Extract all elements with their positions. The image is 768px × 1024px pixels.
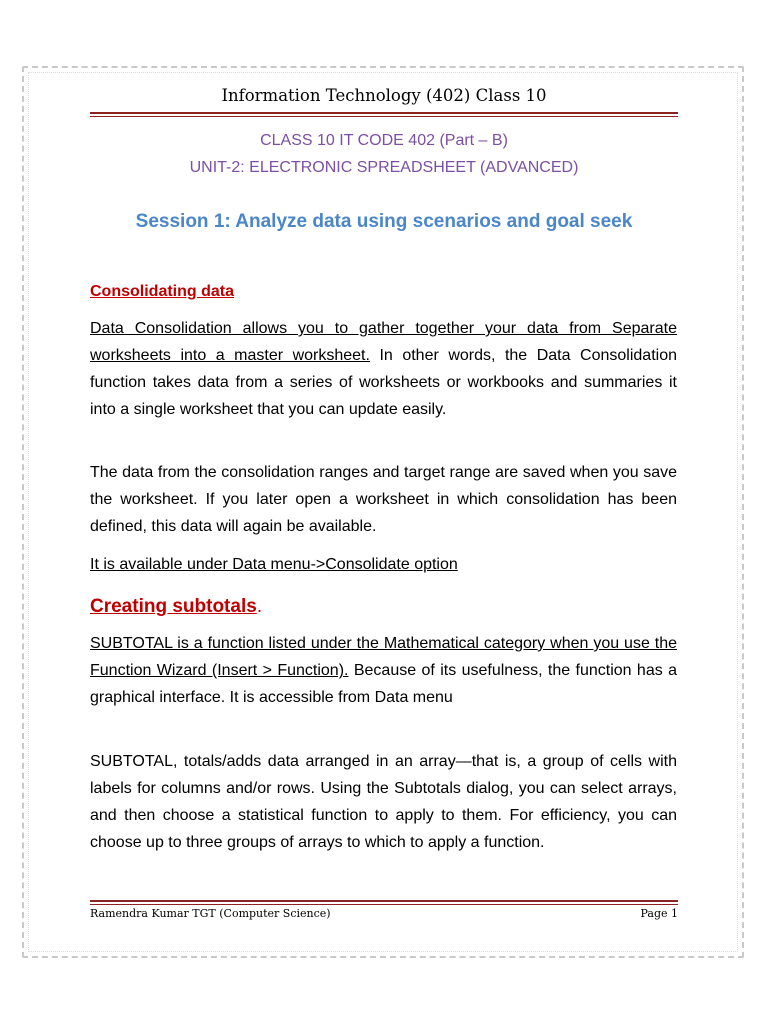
subtotal-usage-text: SUBTOTAL, totals/adds data arranged in an array—that is, a group of cells with labels for columns and/or rows. Using the Subtotals dialog, you can select arrays, and then choose a statistical function to apply to them. For efficiency, you can choose up to three groups of arrays to which to apply a function. — [90, 753, 677, 851]
session-title: Session 1: Analyze data using scenarios and goal seek — [135, 211, 633, 232]
consolidating-heading: Consolidating data — [90, 283, 234, 300]
consolidating-paragraph-3 — [90, 551, 677, 578]
subtotals-heading-period: . — [256, 596, 263, 617]
consolidation-explanation: In other words, the Data Consolidation function takes data from a series of worksheets or workbooks and summaries it into a single worksheet that you can update easily. — [90, 347, 677, 418]
header-title: Information Technology (402) Class 10 — [221, 86, 547, 105]
subtotals-heading-block — [90, 591, 677, 623]
unit-title-line: UNIT-2: ELECTRONIC SPREADSHEET (ADVANCED) — [189, 159, 579, 176]
consolidate-menu-location: It is available under Data menu->Consolidate option — [90, 556, 458, 573]
class-code-line: CLASS 10 IT CODE 402 (Part – B) — [260, 132, 508, 149]
subtotals-heading: Creating subtotals — [90, 596, 257, 617]
consolidating-paragraph-2 — [90, 459, 677, 540]
footer-author: Ramendra Kumar TGT (Computer Science) — [90, 907, 331, 920]
subtotal-definition: SUBTOTAL is a function listed under the Mathematical category when you use the Function Wizard (Insert > Function). — [90, 635, 677, 679]
footer-rule — [90, 900, 678, 902]
header-rule-thin — [90, 116, 678, 117]
subtotals-paragraph-1 — [90, 630, 677, 711]
subtotals-paragraph-2 — [90, 748, 677, 856]
subtotal-accessibility: Because of its usefulness, the function has a graphical interface. It is accessible from Data menu — [90, 662, 677, 706]
header-rule — [90, 112, 678, 114]
consolidation-save-text: The data from the consolidation ranges and target range are saved when you save the worksheet. If you later open a worksheet in which consolidation has been defined, this data will again be available. — [90, 464, 677, 535]
consolidation-definition: Data Consolidation allows you to gather together your data from Separate worksheets into a master worksheet. — [90, 320, 677, 364]
consolidating-paragraph-1 — [90, 315, 677, 423]
footer-rule-thin — [90, 904, 678, 905]
footer-page-number: Page 1 — [640, 907, 678, 920]
consolidating-heading-block — [90, 278, 677, 305]
